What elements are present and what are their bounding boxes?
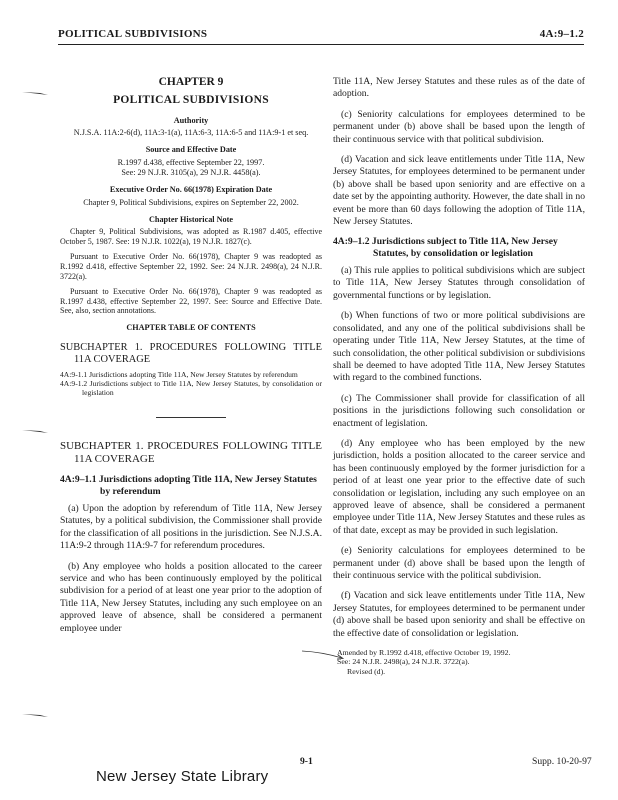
margin-mark-icon <box>22 428 48 434</box>
library-stamp: New Jersey State Library <box>96 768 269 785</box>
section-paragraph: (a) This rule applies to political subdivisions which are subject to Title 11A, New Jersey Statutes through consolidation of governmental functions or by legislation. <box>333 265 585 301</box>
section-paragraph: Title 11A, New Jersey Statutes and these rules as of the date of adoption. <box>333 76 585 100</box>
amendment-history <box>337 648 585 676</box>
right-column <box>333 76 585 676</box>
margin-mark-icon <box>22 712 48 718</box>
authority-heading: Authority <box>173 115 209 125</box>
running-head-title: POLITICAL SUBDIVISIONS <box>58 28 208 40</box>
source-line-1: R.1997 d.438, effective September 22, 1997. <box>117 157 265 167</box>
annotation-arrow-icon <box>302 649 346 661</box>
section-paragraph: (c) The Commissioner shall provide for classification of all positions in the jurisdictions following such consolidation or enactment of legislation. <box>333 392 585 429</box>
toc-heading: CHAPTER TABLE OF CONTENTS <box>126 323 256 332</box>
historical-note-heading: Chapter Historical Note <box>149 214 233 224</box>
page-number: 9-1 <box>300 756 313 767</box>
section-paragraph: (b) When functions of two or more political subdivisions are consolidated, and any one of the political subdivisions shall be operating under Title 11A, New Jersey Statutes, at the time of such consolidation, the other political subdivision or subdivisions shall be deemed to have adopted Title 11A, New Jersey Statutes with regard to the combined functions. <box>333 310 585 384</box>
toc-item[interactable]: 4A:9-1.2 Jurisdictions subject to Title 11A, New Jersey Statutes, by consolidation or legislation <box>60 379 322 398</box>
amendment-line: See: 24 N.J.R. 2498(a), 24 N.J.R. 3722(a). <box>337 657 470 667</box>
exec-order-heading: Executive Order No. 66(1978) Expiration Date <box>109 185 273 195</box>
supplement-date: Supp. 10-20-97 <box>532 756 592 767</box>
chapter-number: CHAPTER 9 <box>158 76 224 88</box>
exec-order-text: Chapter 9, Political Subdivisions, expires on September 22, 2002. <box>83 197 299 207</box>
source-heading: Source and Effective Date <box>145 145 237 155</box>
subchapter-title: SUBCHAPTER 1. PROCEDURES FOLLOWING TITLE 11A COVERAGE <box>60 440 322 466</box>
amendment-line: Amended by R.1992 d.418, effective October 19, 1992. <box>337 648 511 658</box>
amendment-line: Revised (d). <box>347 666 386 676</box>
left-column <box>60 76 322 643</box>
section-paragraph: (b) Any employee who holds a position allocated to the career service and who has been continuously employed by the political subdivision for a period of at least one year prior to the adoption of Title 11A, New Jersey Statutes, including any such employee on an approved leave of absence, shall be considered a permanent employee under <box>60 560 322 634</box>
margin-mark-icon <box>22 90 48 96</box>
section-heading: 4A:9–1.2 Jurisdictions subject to Title 11A, New Jersey Statutes, by consolidation or legislation <box>333 236 558 260</box>
section-paragraph: (e) Seniority calculations for employees determined to be permanent under (d) above shall be based upon the length of their continuous service with the political subdivision. <box>333 545 585 581</box>
running-head-section: 4A:9–1.2 <box>539 28 584 40</box>
section-heading: 4A:9–1.1 Jurisdictions adopting Title 11A, New Jersey Statutes by referendum <box>60 474 317 498</box>
section-paragraph: (f) Vacation and sick leave entitlements under Title 11A, New Jersey Statutes, for employees determined to be permanent under (d) above shall be based upon seniority and shall be effective on the effective date of consolidation or legislation. <box>333 590 585 639</box>
section-paragraph: (c) Seniority calculations for employees determined to be permanent under (b) above shall be based upon the length of their continuous service with that political subdivision. <box>333 108 585 145</box>
toc-subchapter: SUBCHAPTER 1. PROCEDURES FOLLOWING TITLE 11A COVERAGE <box>60 342 322 366</box>
section-divider <box>156 417 226 418</box>
source-line-2: See: 29 N.J.R. 3105(a), 29 N.J.R. 4458(a). <box>121 168 261 178</box>
authority-text: N.J.S.A. 11A:2-6(d), 11A:3-1(a), 11A:6-3, 11A:6-5 and 11A:9-1 et seq. <box>73 128 309 138</box>
chapter-title: POLITICAL SUBDIVISIONS <box>113 94 269 107</box>
historical-note-paragraph: Pursuant to Executive Order No. 66(1978), Chapter 9 was readopted as R.1992 d.418, effective September 22, 1992. See: 24 N.J.R. 2498(a), 24 N.J.R. 3722(a). <box>60 252 322 281</box>
toc-item[interactable]: 4A:9-1.1 Jurisdictions adopting Title 11A, New Jersey Statutes by referendum <box>60 370 298 380</box>
running-head <box>58 28 584 45</box>
section-paragraph: (a) Upon the adoption by referendum of Title 11A, New Jersey Statutes, by a political subdivision, the Commissioner shall provide for the classification of all positions in the jurisdiction. See N.J.S.A. 11A:9-2 through 11A:9-7 for referendum procedures. <box>60 503 322 552</box>
historical-note-paragraph: Pursuant to Executive Order No. 66(1978), Chapter 9 was readopted as R.1997 d.438, effective September 22, 1997. See: Source and Effective Date. See, also, section annotations. <box>60 287 322 316</box>
section-paragraph: (d) Any employee who has been employed by the new jurisdiction, holds a position allocated to the career service and has been continuously employed by the former jurisdiction for a period of at least one year prior to the effective date of such consolidation or legislation, including any such employee on an approved leave of absence, shall be considered a permanent employee under Title 11A, New Jersey Statutes and these rules as of that date, except as may be provided in such legislation. <box>333 437 585 536</box>
section-paragraph: (d) Vacation and sick leave entitlements under Title 11A, New Jersey Statutes, for employees determined to be permanent under (b) above shall be based upon seniority and are effective on a date set by the appointing authority. However, the date shall in no event be more than 60 days following the adoption of Title 11A, New Jersey Statutes. <box>333 154 585 228</box>
historical-note-paragraph: Chapter 9, Political Subdivisions, was adopted as R.1987 d.405, effective October 5, 1987. See: 19 N.J.R. 1022(a), 19 N.J.R. 1827(c). <box>60 227 322 246</box>
